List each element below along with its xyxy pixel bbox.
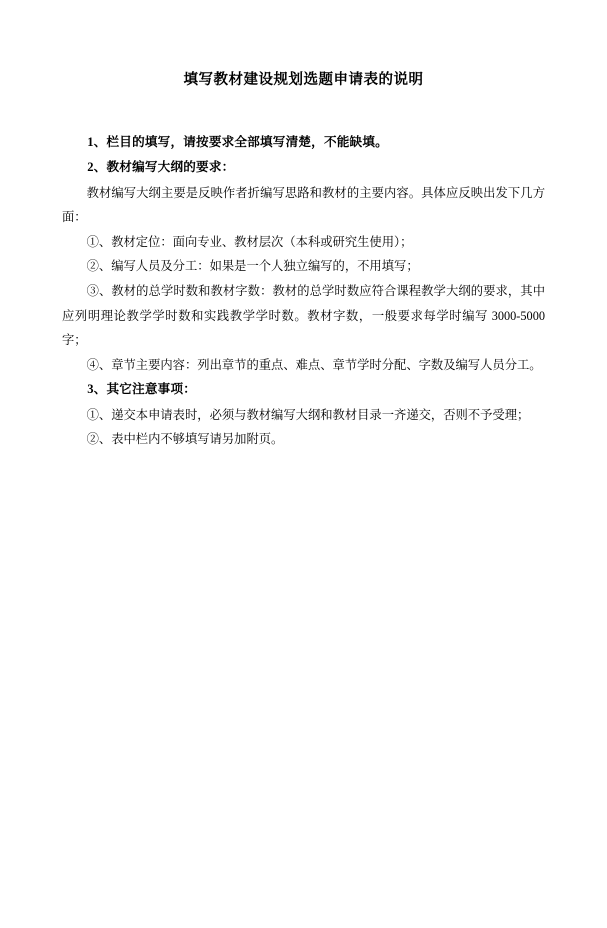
paragraph-item-4: ④、章节主要内容：列出章节的重点、难点、章节学时分配、字数及编写人员分工。: [86, 357, 542, 372]
paragraph-outline-intro: 教材编写大纲主要是反映作者折编写思路和教材的主要内容。具体应反映出发下几方面：: [62, 185, 545, 225]
page-title: 填写教材建设规划选题申请表的说明: [183, 72, 424, 88]
section-heading-1: 1、栏目的填写，请按要求全部填写清楚，不能缺填。: [87, 135, 388, 150]
paragraph-note-1: ①、递交本申请表时，必须与教材编写大纲和教材目录一齐递交，否则不予受理；: [86, 407, 530, 422]
paragraph-item-3: ③、教材的总学时数和教材字数：教材的总学时数应符合课程教学大纲的要求，其中应列明理论教学学时数和实践教学学时数。教材字数，一般要求每学时编写 3000-5000 字；: [62, 284, 545, 348]
paragraph-item-2: ②、编写人员及分工：如果是一个人独立编写的，不用填写；: [86, 259, 419, 274]
paragraph-item-1: ①、教材定位：面向专业、教材层次（本科或研究生使用）；: [86, 234, 413, 249]
document-body: [62, 130, 545, 452]
section-heading-3: 3、其它注意事项：: [87, 382, 197, 397]
section-heading-2: 2、教材编写大纲的要求：: [87, 160, 235, 175]
document-page: [0, 70, 607, 928]
paragraph-note-2: ②、表中栏内不够填写请另加附页。: [86, 432, 284, 447]
